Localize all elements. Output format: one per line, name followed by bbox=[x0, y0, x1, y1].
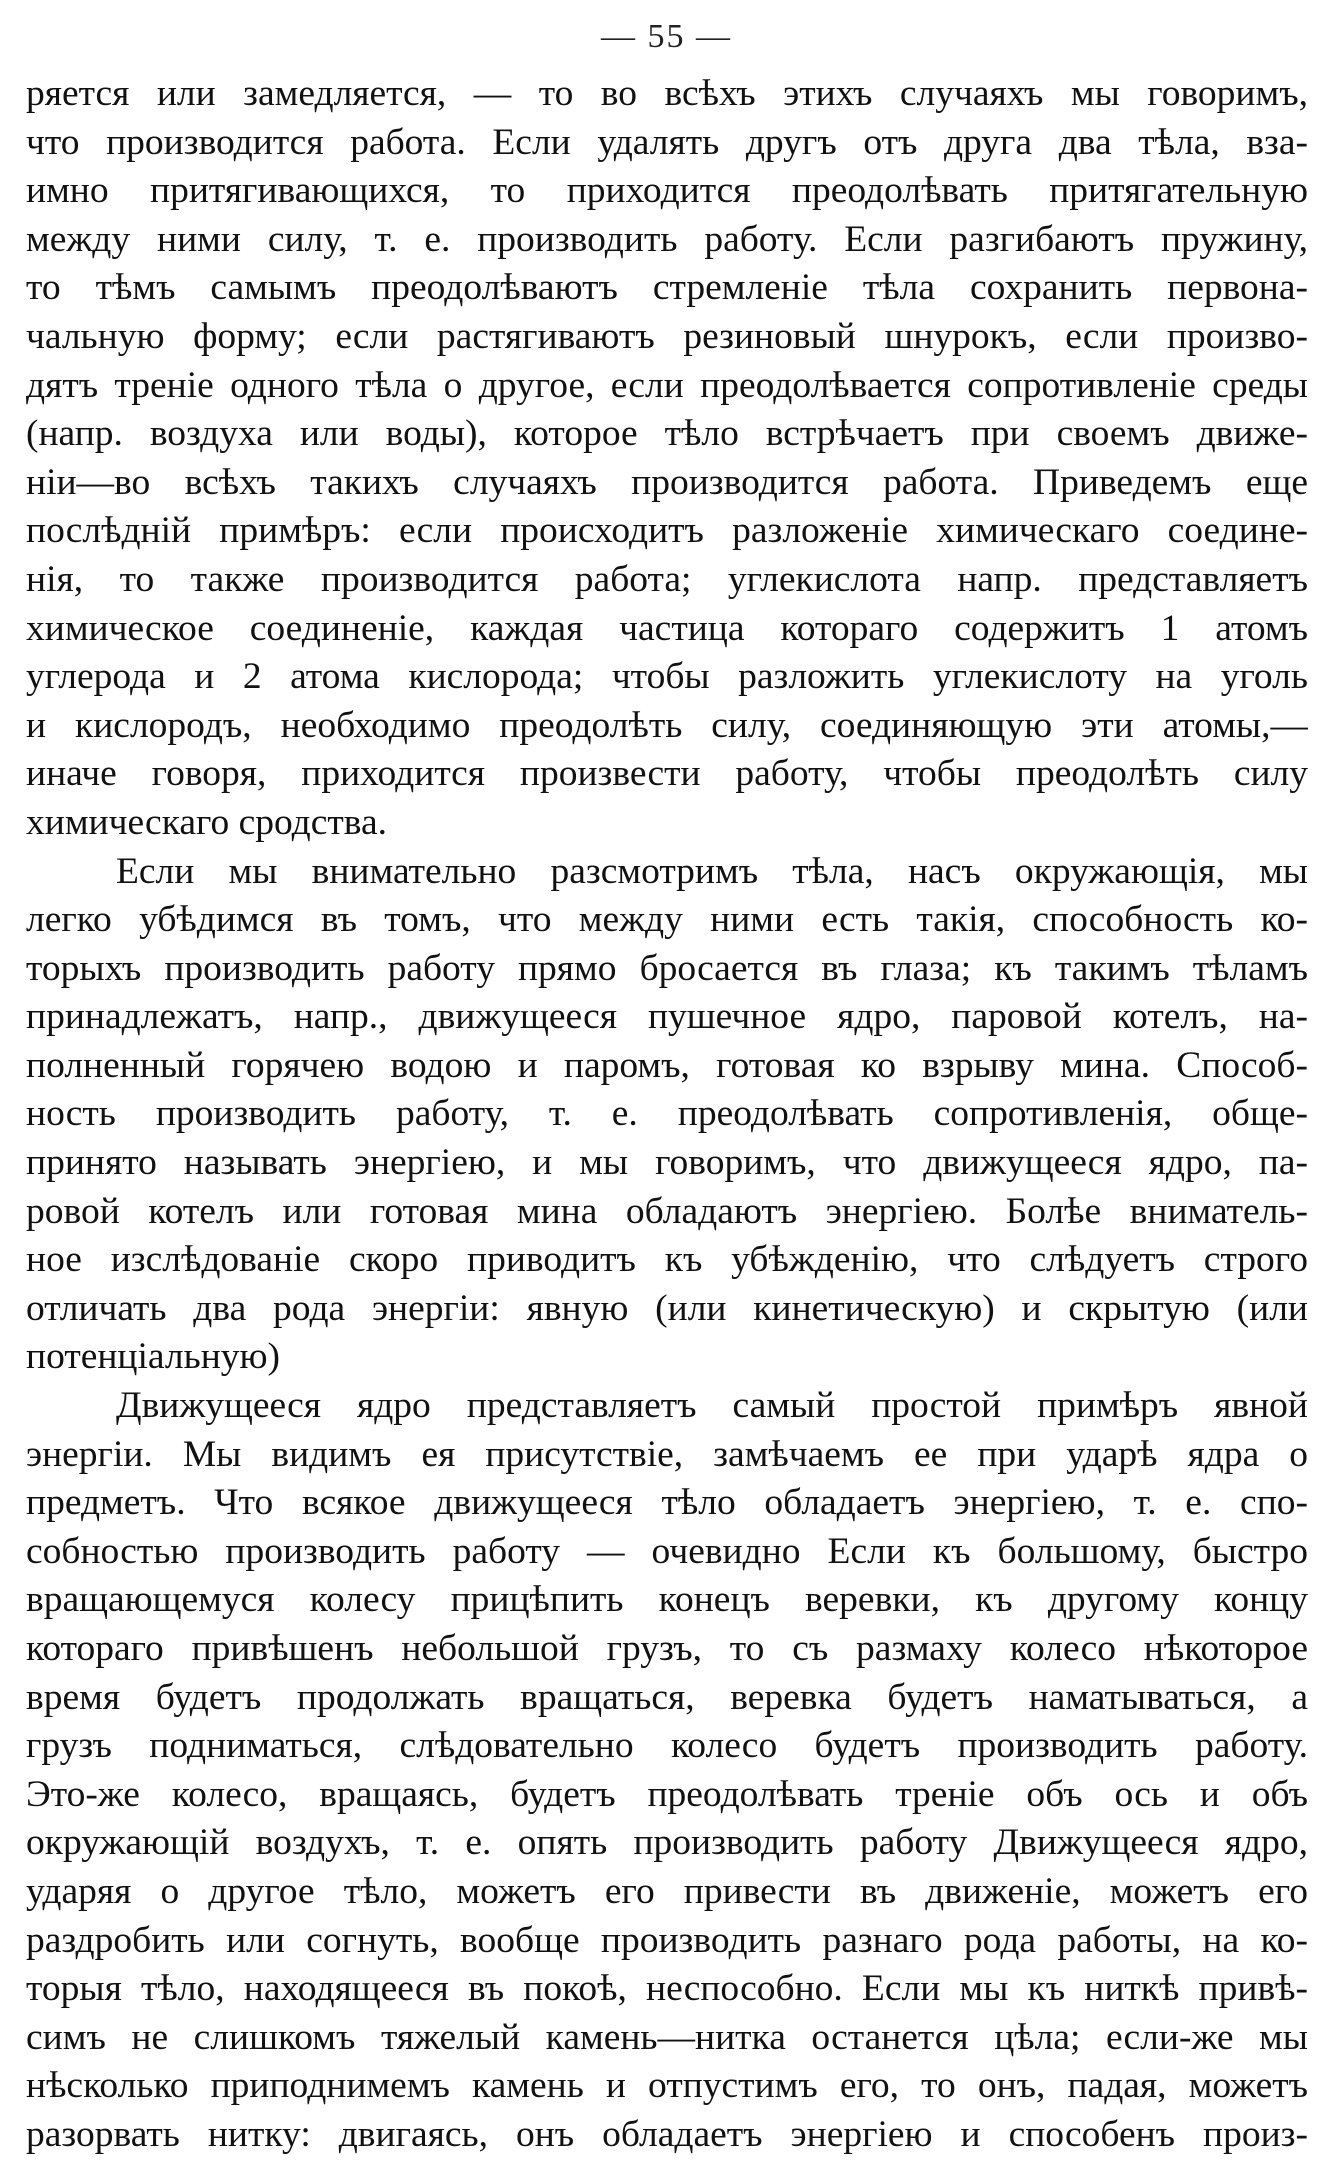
text-line: Если мы внимательно разсмотримъ тѣла, насъ окружающія, мы bbox=[116, 850, 1308, 892]
text-line: отличать два рода энергіи: явную (или кинетическую) и скрытую (или bbox=[26, 1287, 1308, 1329]
text-line: что производится работа. Если удалять другъ отъ друга два тѣла, вза- bbox=[26, 121, 1308, 163]
text-line: ность производить работу, т. е. преодолѣвать сопротивленія, обще- bbox=[26, 1093, 1308, 1135]
text-line: химическое соединеніе, каждая частица котораго содержитъ 1 атомъ bbox=[26, 607, 1308, 649]
text-line: котораго привѣшенъ небольшой грузъ, то съ размаху колесо нѣкоторое bbox=[26, 1628, 1308, 1669]
text-line: ряется или замедляется, — то во всѣхъ этихъ случаяхъ мы говоримъ, bbox=[26, 73, 1308, 114]
text-line: торыхъ производить работу прямо бросается въ глаза; къ такимъ тѣламъ bbox=[26, 947, 1308, 989]
text-line: иначе говоря, приходится произвести работу, чтобы преодолѣть силу bbox=[26, 753, 1308, 795]
text-line: раздробить или согнуть, вообще производить разнаго рода работы, на ко- bbox=[26, 1919, 1308, 1961]
text-line: то тѣмъ самымъ преодолѣваютъ стремленіе тѣла сохранить первона- bbox=[26, 267, 1308, 309]
text-line: принято называть энергіею, и мы говоримъ, что движущееся ядро, па- bbox=[26, 1142, 1308, 1184]
text-line: ровой котелъ или готовая мина обладаютъ энергіею. Болѣе вниматель- bbox=[26, 1190, 1308, 1232]
text-line: предметъ. Что всякое движущееся тѣло обладаетъ энергіею, т. е. спо- bbox=[26, 1482, 1308, 1524]
text-line: грузъ подниматься, слѣдовательно колесо будетъ производить работу. bbox=[26, 1725, 1308, 1767]
text-line: торыя тѣло, находящееся въ покоѣ, неспособно. Если мы къ ниткѣ привѣ- bbox=[26, 1968, 1308, 2010]
text-line: окружающій воздухъ, т. е. опять производить работу Движущееся ядро, bbox=[26, 1822, 1308, 1864]
text-line: химическаго сродства. bbox=[26, 801, 387, 843]
text-line: вращающемуся колесу прицѣпить конецъ веревки, къ другому концу bbox=[26, 1579, 1308, 1621]
text-line: собностью производить работу — очевидно Если къ большому, быстро bbox=[26, 1530, 1308, 1572]
text-line: Это-же колесо, вращаясь, будетъ преодолѣвать треніе объ ось и объ bbox=[26, 1773, 1308, 1815]
text-line: полненный горячею водою и паромъ, готовая ко взрыву мина. Способ- bbox=[26, 1044, 1308, 1086]
text-line: разорвать нитку: двигаясь, онъ обладаетъ энергіею и способенъ произ- bbox=[26, 2113, 1308, 2155]
text-line: нія, то также производится работа; углекислота напр. представляетъ bbox=[26, 558, 1308, 600]
text-line: легко убѣдимся въ томъ, что между ними есть такія, способность ко- bbox=[26, 899, 1308, 941]
text-line: чальную форму; если растягиваютъ резиновый шнурокъ, если произво- bbox=[26, 315, 1308, 357]
text-line: ное изслѣдованіе скоро приводитъ къ убѣжденію, что слѣдуетъ строго bbox=[26, 1239, 1308, 1281]
text-line: имно притягивающихся, то приходится преодолѣвать притягательную bbox=[26, 170, 1308, 212]
text-line: ударяя о другое тѣло, можетъ его привести въ движеніе, можетъ его bbox=[26, 1870, 1308, 1912]
text-line: (напр. воздуха или воды), которое тѣло встрѣчаетъ при своемъ движе- bbox=[26, 413, 1308, 455]
text-line: симъ не слишкомъ тяжелый камень—нитка останется цѣла; если-же мы bbox=[26, 2016, 1308, 2058]
text-line: послѣдній примѣръ: если происходитъ разложеніе химическаго соедине- bbox=[26, 510, 1308, 552]
text-line: энергіи. Мы видимъ ея присутствіе, замѣчаемъ ее при ударѣ ядра о bbox=[26, 1433, 1308, 1475]
text-line: углерода и 2 атома кислорода; чтобы разложить углекислоту на уголь bbox=[26, 656, 1308, 698]
text-line: ніи—во всѣхъ такихъ случаяхъ производится работа. Приведемъ еще bbox=[26, 461, 1308, 503]
page-number: — 55 — bbox=[601, 18, 732, 55]
text-line: и кислородъ, необходимо преодолѣть силу, соединяющую эти атомы,— bbox=[26, 704, 1308, 746]
text-line: дятъ треніе одного тѣла о другое, если преодолѣвается сопротивленіе среды bbox=[26, 364, 1308, 406]
body-text bbox=[26, 70, 1308, 2160]
text-line: между ними силу, т. е. производить работу. Если разгибаютъ пружину, bbox=[26, 218, 1308, 260]
text-line: потенціальную) bbox=[26, 1336, 281, 1378]
text-line: время будетъ продолжать вращаться, веревка будетъ наматываться, а bbox=[26, 1676, 1308, 1718]
text-line: Движущееся ядро представляетъ самый простой примѣръ явной bbox=[116, 1385, 1308, 1427]
text-line: нѣсколько приподнимемъ камень и отпустимъ его, то онъ, падая, можетъ bbox=[26, 2065, 1308, 2107]
text-line: принадлежатъ, напр., движущееся пушечное ядро, паровой котелъ, на- bbox=[26, 996, 1308, 1038]
